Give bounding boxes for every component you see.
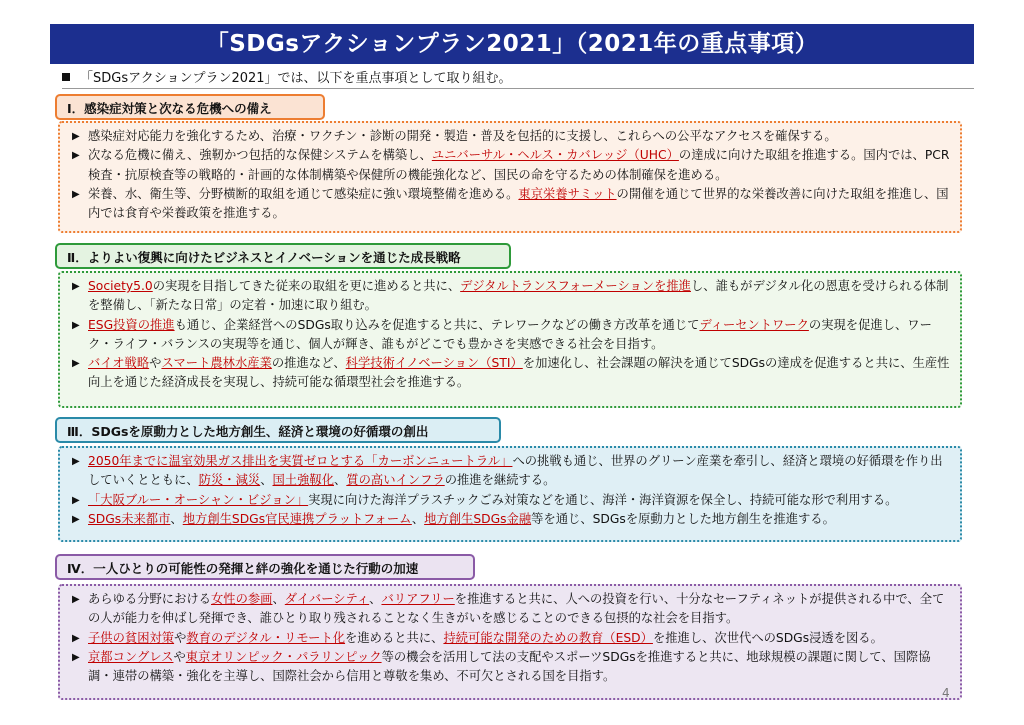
highlighted-keyword: スマート農林水産業 bbox=[161, 356, 272, 371]
item-text: 次なる危機に備え、強靭かつ包括的な保健システムを構築し、 bbox=[88, 148, 432, 163]
highlighted-keyword: 2050年までに温室効果ガス排出を実質ゼロとする「カーボンニュートラル」 bbox=[88, 454, 513, 468]
triangle-bullet-icon: ▶ bbox=[72, 281, 80, 292]
bullet-item bbox=[68, 452, 952, 491]
item-text: や bbox=[173, 649, 186, 664]
item-text: あらゆる分野における bbox=[88, 592, 211, 606]
highlighted-keyword: 地方創生SDGs金融 bbox=[424, 511, 532, 526]
triangle-bullet-icon: ▶ bbox=[72, 150, 80, 162]
section-2-heading: Ⅱ．よりよい復興に向けたビジネスとイノベーションを通じた成長戦略 bbox=[55, 243, 511, 269]
highlighted-keyword: 質の高いインフラ bbox=[346, 473, 445, 488]
section-4-box bbox=[58, 584, 962, 700]
triangle-bullet-icon: ▶ bbox=[72, 456, 80, 467]
item-text: 、 bbox=[272, 592, 285, 606]
highlighted-keyword: 地方創生SDGs官民連携プラットフォーム bbox=[182, 511, 412, 526]
bullet-item bbox=[68, 277, 952, 316]
page-number: 4 bbox=[942, 686, 950, 700]
item-text: を推進し、次世代へのSDGs浸透を図る。 bbox=[652, 630, 883, 645]
highlighted-keyword: 「大阪ブルー・オーシャン・ビジョン」 bbox=[88, 492, 309, 507]
bullet-item bbox=[68, 127, 952, 146]
triangle-bullet-icon: ▶ bbox=[72, 513, 80, 525]
item-text: 等を通じ、SDGsを原動力とした地方創生を推進する。 bbox=[531, 511, 835, 526]
item-text: の実現を目指してきた従来の取組を更に進めると共に、 bbox=[152, 279, 461, 293]
highlighted-keyword: 科学技術イノベーション（STI） bbox=[345, 356, 523, 371]
section-3-heading: Ⅲ．SDGsを原動力とした地方創生、経済と環境の好循環の創出 bbox=[55, 417, 501, 443]
item-text: も通じ、企業経営へのSDGs取り込みを促進すると共に、テレワークなどの働き方改革を通じて bbox=[174, 317, 700, 332]
item-text: 栄養、水、衛生等、分野横断的取組を通じて感染症に強い環境整備を進める。 bbox=[88, 186, 519, 201]
highlighted-keyword: 京都コングレス bbox=[88, 649, 174, 664]
item-text: への挑戦も通じ、世界のグリーン産業を牽引し、経済と環境の好循環を作り出していくとともに、 bbox=[88, 454, 943, 488]
item-text: 実現に向けた海洋プラスチックごみ対策などを通じ、海洋・海洋資源を保全し、持続可能な形で利用する。 bbox=[308, 492, 898, 507]
item-text: 、 bbox=[411, 511, 425, 526]
section-3-box bbox=[58, 446, 962, 542]
bullet-item bbox=[68, 629, 952, 648]
intro-divider bbox=[62, 88, 974, 89]
bullet-item bbox=[68, 316, 952, 355]
triangle-bullet-icon: ▶ bbox=[72, 319, 80, 331]
item-text: 、 bbox=[369, 592, 382, 606]
triangle-bullet-icon: ▶ bbox=[72, 594, 80, 605]
highlighted-keyword: デジタルトランスフォーメーションを推進 bbox=[460, 279, 691, 293]
triangle-bullet-icon: ▶ bbox=[72, 188, 80, 200]
highlighted-keyword: 防災・減災 bbox=[198, 473, 261, 488]
bullet-item bbox=[68, 185, 952, 224]
highlighted-keyword: 東京オリンピック・パラリンピック bbox=[185, 649, 382, 664]
highlighted-keyword: ユニバーサル・ヘルス・カバレッジ（UHC） bbox=[431, 148, 679, 163]
item-text: 、 bbox=[170, 511, 183, 526]
square-bullet-icon bbox=[62, 73, 70, 81]
triangle-bullet-icon: ▶ bbox=[72, 651, 80, 663]
item-text: を推進すると共に、人への投資を行い、十分なセーフティネットが提供される中で、全ての人が能力を伸ばし発揮でき、誰ひとり取り残されることなく生きがいを感じることのできる包摂的な社会を目指す。 bbox=[88, 592, 945, 626]
highlighted-keyword: 東京栄養サミット bbox=[518, 186, 617, 201]
triangle-bullet-icon: ▶ bbox=[72, 494, 80, 506]
bullet-item bbox=[68, 648, 952, 687]
section-2-box bbox=[58, 271, 962, 408]
bullet-item bbox=[68, 491, 952, 510]
triangle-bullet-icon: ▶ bbox=[72, 632, 80, 644]
highlighted-keyword: 持続可能な開発のための教育（ESD） bbox=[443, 630, 653, 645]
section-1-heading: Ⅰ．感染症対策と次なる危機への備え bbox=[55, 94, 325, 120]
section-4-heading: Ⅳ．一人ひとりの可能性の発揮と絆の強化を通じた行動の加速 bbox=[55, 554, 475, 580]
item-text: 、 bbox=[260, 473, 273, 488]
intro-text: 「SDGsアクションプラン2021」では、以下を重点事項として取り組む。 bbox=[80, 71, 512, 86]
highlighted-keyword: 子供の貧困対策 bbox=[88, 630, 175, 645]
highlighted-keyword: バイオ戦略 bbox=[88, 356, 150, 371]
highlighted-keyword: ESG投資の推進 bbox=[88, 317, 175, 332]
bullet-item bbox=[68, 510, 952, 529]
item-text: 等の機会を活用して法の支配やスポーツSDGsを推進すると共に、地球規模の課題に関して、国際協調・連帯の構築・強化を主導し、国際社会から信用と尊敬を集め、不可欠とされる国を目指す。 bbox=[88, 649, 931, 684]
page-title: 「SDGsアクションプラン2021」（2021年の重点事項） bbox=[50, 24, 974, 64]
highlighted-keyword: ダイバーシティ bbox=[284, 592, 370, 606]
highlighted-keyword: 女性の参画 bbox=[210, 592, 273, 606]
highlighted-keyword: バリアフリー bbox=[381, 592, 455, 606]
item-text: 感染症対応能力を強化するため、治療・ワクチン・診断の開発・製造・普及を包括的に支援し、これらへの公平なアクセスを確保する。 bbox=[88, 129, 837, 143]
item-text: の推進など、 bbox=[271, 356, 346, 371]
item-text: し、誰もがデジタル化の恩恵を受けられる体制を整備し、「新たな日常」の定着・加速に取り組む。 bbox=[88, 279, 949, 313]
item-text: の達成に向けた取組を推進する。国内では、PCR 検査・抗原検査等の戦略的・計画的な体制構築や保健所の機能強化など、国民の命を守るための体制確保を進める。 bbox=[88, 148, 950, 182]
triangle-bullet-icon: ▶ bbox=[72, 131, 80, 142]
triangle-bullet-icon: ▶ bbox=[72, 358, 80, 370]
bullet-item bbox=[68, 590, 952, 629]
item-text: 、 bbox=[334, 473, 347, 488]
bullet-item bbox=[68, 146, 952, 185]
highlighted-keyword: 国土強靱化 bbox=[272, 473, 334, 488]
highlighted-keyword: ディーセントワーク bbox=[699, 317, 809, 332]
highlighted-keyword: Society5.0 bbox=[88, 279, 153, 293]
highlighted-keyword: SDGs未来都市 bbox=[88, 511, 171, 526]
item-text: を加速化し、社会課題の解決を通じてSDGsの達成を促進すると共に、生産性向上を通じた経済成長を実現し、持続可能な循環型社会を推進する。 bbox=[88, 356, 950, 390]
item-text: の開催を通じて世界的な栄養改善に向けた取組を推進し、国内では食育や栄養政策を推進する。 bbox=[88, 186, 949, 221]
highlighted-keyword: 教育のデジタル・リモート化 bbox=[186, 630, 346, 645]
item-text: の推進を継続する。 bbox=[444, 473, 556, 488]
section-1-box bbox=[58, 121, 962, 233]
item-text: や bbox=[149, 356, 162, 371]
item-text: や bbox=[174, 630, 187, 645]
item-text: の実現を促進し、ワーク・ライフ・バランスの実現等を通じ、個人が輝き、誰もがどこでも豊かさを実感できる社会を目指す。 bbox=[88, 317, 932, 351]
bullet-item bbox=[68, 354, 952, 393]
item-text: を進めると共に、 bbox=[345, 630, 444, 645]
intro-line bbox=[62, 70, 512, 88]
